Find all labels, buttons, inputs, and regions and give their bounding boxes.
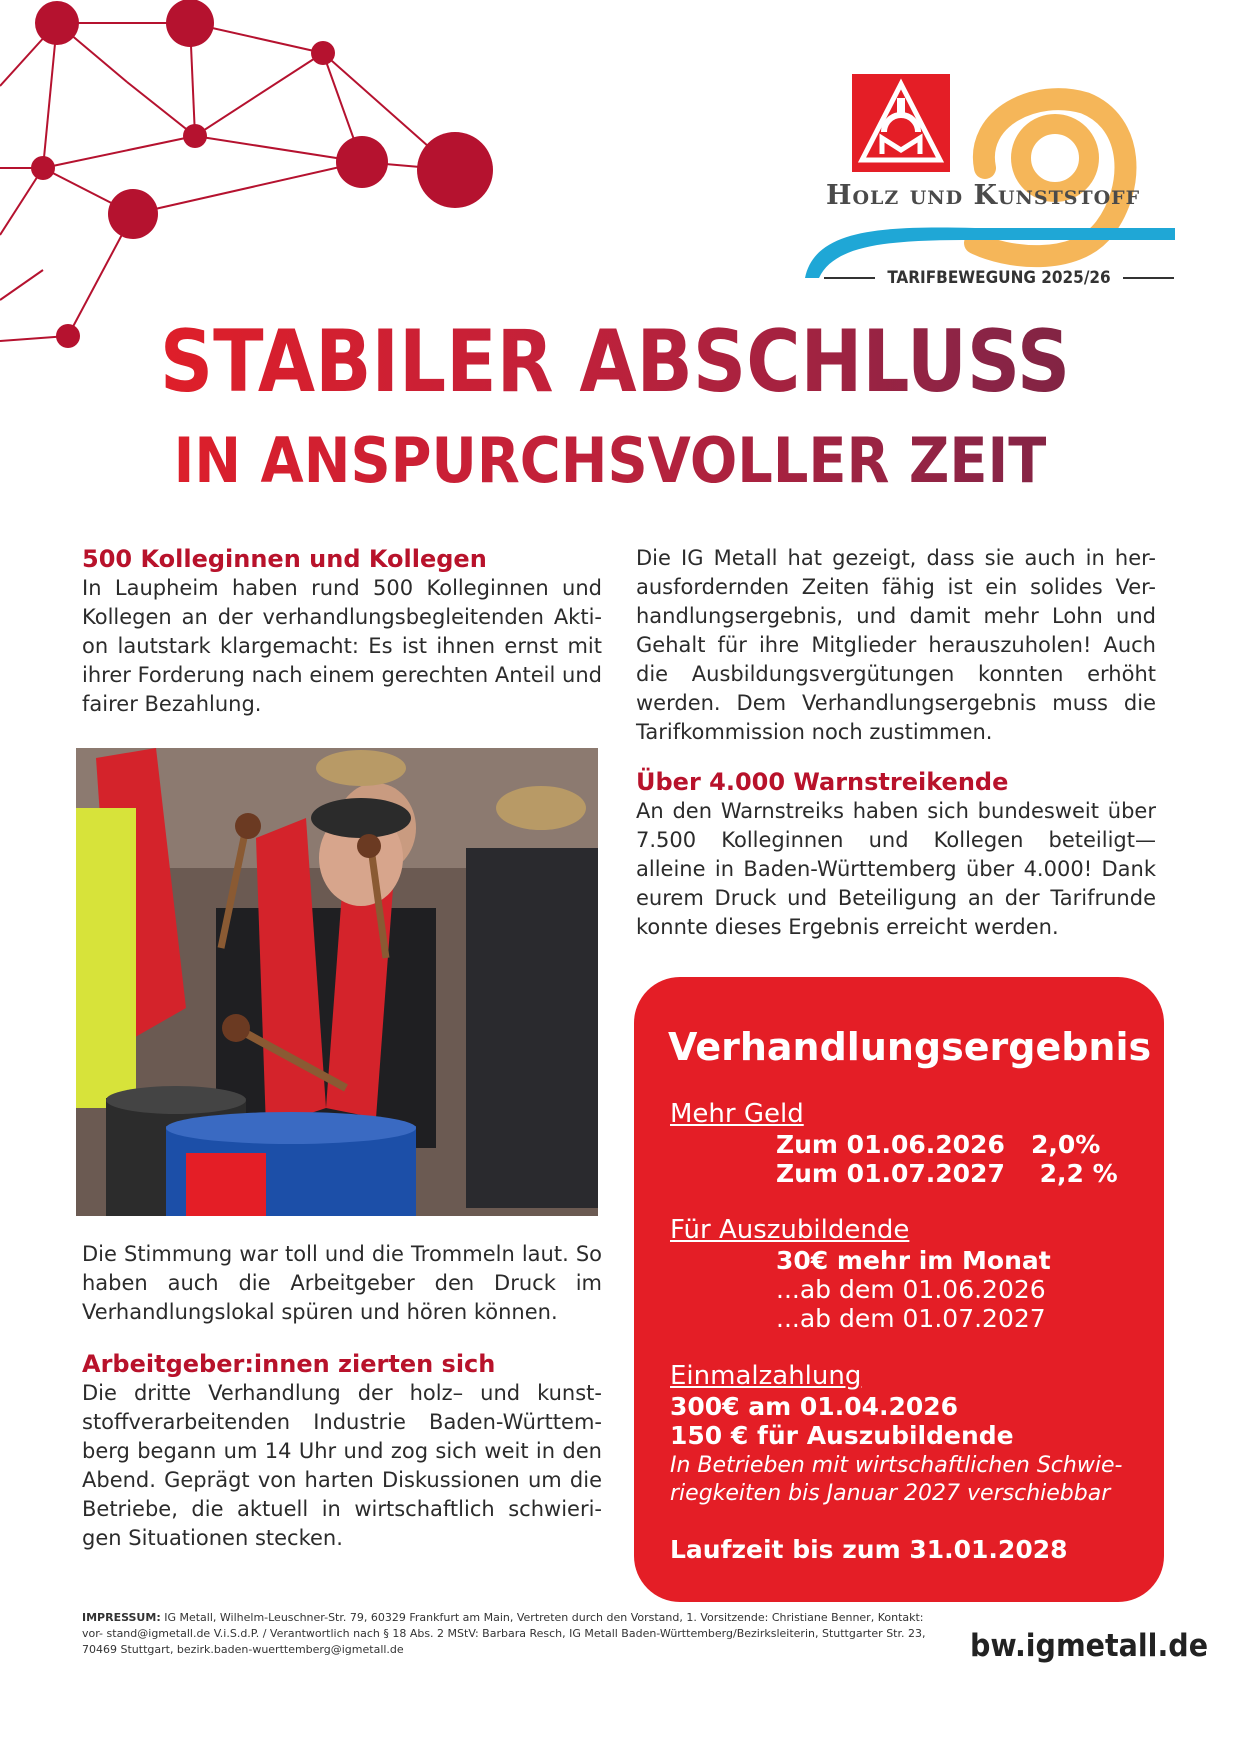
money-row-2: Zum 01.07.2027 2,2 %	[776, 1159, 1118, 1188]
trainee-row-1: ...ab dem 01.06.2026	[776, 1275, 1046, 1304]
brand-name: Holz und Kunststoff	[826, 180, 1141, 211]
left-column-bottom	[82, 1240, 602, 1553]
trainee-row-2: ...ab dem 01.07.2027	[776, 1304, 1046, 1333]
result-box	[634, 977, 1164, 1602]
logo-triangle-icon	[852, 74, 950, 172]
result-title: Verhandlungsergebnis	[668, 1025, 1152, 1069]
oneoff-note-2: riegkeiten bis Januar 2027 verschiebbar	[670, 1481, 1111, 1506]
trainee-label: Für Auszubildende	[670, 1215, 910, 1245]
ig-metall-logo	[852, 74, 950, 172]
drummers-photo	[76, 748, 598, 1216]
headline-line-1: STABILER ABSCHLUSS	[82, 312, 1148, 412]
paragraph-warnstreik: An den Warnstreiks haben sich bundesweit über 7.500 Kolleginnen und Kollegen beteiligt— alleine in Baden-Württemberg über 4.000! Dank eurem Druck und Beteiligung an der Tarifrunde konnte dieses Ergebnis erreicht werden.	[636, 799, 1156, 939]
money-label: Mehr Geld	[670, 1099, 804, 1129]
duration: Laufzeit bis zum 31.01.2028	[670, 1535, 1068, 1564]
oneoff-row-2: 150 € für Auszubildende	[670, 1421, 1014, 1450]
section-heading-participants: 500 Kolleginnen und Kollegen	[82, 545, 487, 573]
impressum-text: IG Metall, Wilhelm-Leuschner-Str. 79, 60329 Frankfurt am Main, Vertreten durch den Vorstand, 1. Vorsitzende: Christiane Benner, Kontakt: vor- stand@igmetall.de V.i.S.d.P. / Verantwortlich nach § 18 Abs. 2 MStV: Barbara Resch, IG Metall Baden-Württemberg/Bezirksleiterin, Stuttgarter Str. 23, 70469 Stuttgart, bezirk.baden-wuerttemberg@igmetall.de	[82, 1611, 926, 1656]
divider-right	[1123, 277, 1174, 279]
money-row-1: Zum 01.06.2026 2,0%	[776, 1130, 1101, 1159]
left-column-top	[82, 544, 602, 719]
oneoff-row-1: 300€ am 01.04.2026	[670, 1392, 959, 1421]
campaign-label	[824, 268, 1174, 288]
trainee-amount: 30€ mehr im Monat	[776, 1246, 1051, 1275]
impressum	[82, 1610, 942, 1658]
paragraph-participants: In Laupheim haben rund 500 Kolleginnen und Kollegen an der verhandlungsbegleitenden Akti- on lautstark klargemacht: Es ist ihnen ernst mit ihrer Forderung nach einem gerechten Anteil und fairer Bezahlung.	[82, 576, 602, 716]
network-decoration	[0, 0, 520, 350]
divider-left	[824, 277, 875, 279]
campaign-text: TARIFBEWEGUNG 2025/26	[887, 268, 1111, 288]
headline-line-2: IN ANSPURCHSVOLLER ZEIT	[52, 424, 1168, 497]
website-link[interactable]: bw.igmetall.de	[970, 1628, 1209, 1664]
right-column-top	[636, 544, 1156, 942]
oneoff-label: Einmalzahlung	[670, 1361, 862, 1391]
section-heading-employers: Arbeitgeber:innen zierten sich	[82, 1350, 496, 1378]
paragraph-result-intro: Die IG Metall hat gezeigt, dass sie auch in her- ausfordernden Zeiten fähig ist ein solides Ver- handlungsergebnis, und damit mehr Lohn und Gehalt für ihre Mitglieder herauszuholen! Auch die Ausbildungsvergütungen konnten erhöht werden. Dem Verhandlungsergebnis muss die Tarifkommission noch zustimmen.	[636, 546, 1156, 744]
paragraph-negotiation: Die dritte Verhandlung der holz– und kunst- stoffverarbeitenden Industrie Baden-Württem- berg begann um 14 Uhr und zog sich weit in den Abend. Geprägt von harten Diskussionen um die Betriebe, die aktuell in wirtschaftlich schwieri- gen Situationen stecken.	[82, 1381, 602, 1550]
paragraph-atmosphere: Die Stimmung war toll und die Trommeln laut. So haben auch die Arbeitgeber den Druck im Verhandlungslokal spüren und hören können.	[82, 1242, 602, 1324]
impressum-label: IMPRESSUM:	[82, 1611, 161, 1624]
section-heading-warnstreik: Über 4.000 Warnstreikende	[636, 768, 1009, 796]
photo-illustration	[76, 748, 598, 1216]
oneoff-note-1: In Betrieben mit wirtschaftlichen Schwie-	[670, 1453, 1123, 1478]
